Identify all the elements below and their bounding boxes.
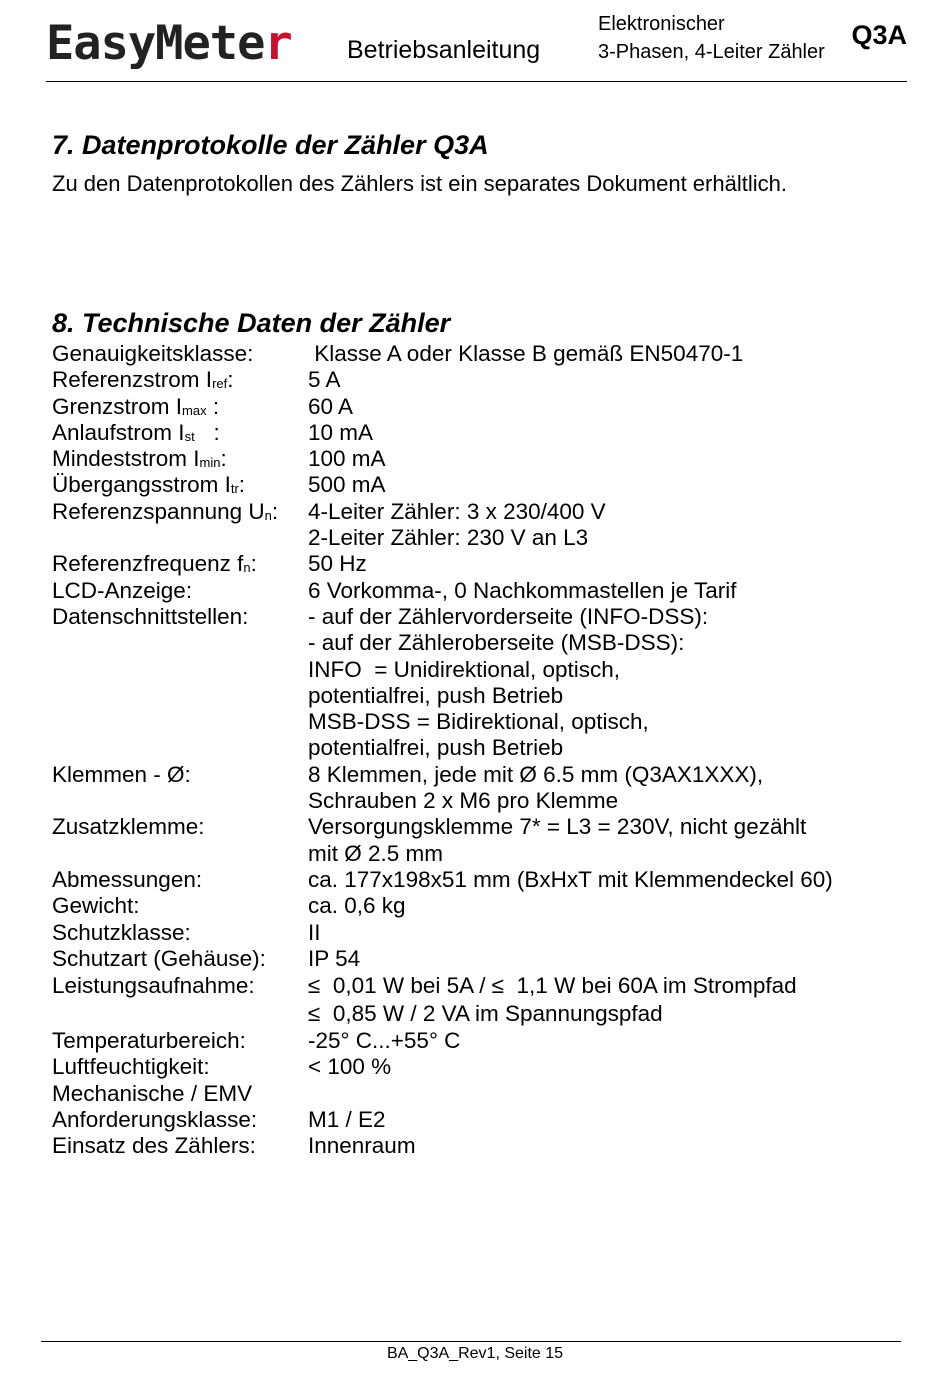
spec-value: potentialfrei, push Betrieb [308, 682, 564, 708]
spec-label [52, 578, 308, 604]
product-description [598, 10, 825, 66]
spec-row [52, 446, 833, 472]
spec-label [52, 762, 308, 788]
spec-values [308, 893, 406, 919]
spec-label-subscript: max [182, 402, 207, 418]
spec-value: potentialfrei, push Betrieb [308, 735, 564, 761]
spec-value: 50 Hz [308, 551, 367, 577]
spec-values [308, 814, 806, 867]
spec-row [52, 814, 833, 867]
spec-row [52, 420, 833, 446]
spec-label-text: Mindeststrom I [52, 446, 200, 472]
spec-values [308, 578, 737, 604]
spec-label-text: Referenzstrom I [52, 367, 213, 393]
spec-value: 4-Leiter Zähler: 3 x 230/400 V [308, 498, 606, 524]
spec-value: 100 mA [308, 446, 386, 472]
spec-values [308, 367, 341, 393]
spec-row [52, 1133, 833, 1159]
spec-value: Klasse A oder Klasse B gemäß EN50470-1 [308, 341, 744, 366]
spec-label [52, 604, 308, 630]
spec-values [308, 446, 386, 472]
spec-label [52, 1028, 308, 1054]
spec-value: Innenraum [308, 1133, 416, 1159]
spec-label [52, 972, 308, 1000]
spec-row [52, 367, 833, 393]
product-description-line-1: Elektronischer [598, 13, 725, 35]
spec-values [308, 472, 386, 498]
spec-label-text: LCD-Anzeige: [52, 577, 193, 603]
spec-label [52, 394, 308, 420]
spec-value: 500 mA [308, 472, 386, 498]
spec-label-text: Gewicht: [52, 893, 140, 919]
spec-value: Versorgungsklemme 7* = L3 = 230V, nicht gezählt [308, 814, 807, 840]
spec-value: MSB-DSS = Bidirektional, optisch, [308, 709, 649, 735]
section-7-text: Zu den Datenprotokollen des Zählers ist ein separates Dokument erhältlich. [52, 171, 787, 196]
spec-value: 8 Klemmen, jede mit Ø 6.5 mm (Q3AX1XXX), [308, 761, 764, 787]
footer-divider [41, 1341, 901, 1342]
section-7-heading: 7. Datenprotokolle der Zähler Q3A [52, 130, 489, 160]
easymeter-logo [46, 16, 292, 71]
technical-specs-table [52, 341, 833, 1160]
document-type: Betriebsanleitung [347, 36, 541, 64]
spec-row [52, 762, 833, 815]
spec-label [52, 1133, 308, 1159]
spec-row [52, 1028, 833, 1054]
spec-label [52, 893, 308, 919]
spec-label-suffix: : [238, 472, 246, 498]
spec-row [52, 867, 833, 893]
spec-values [308, 499, 606, 552]
model-code: Q3A [851, 20, 907, 50]
spec-label-subscript: st [184, 428, 195, 444]
logo-text: EasyMete [46, 16, 265, 71]
logo-accent-letter: r [264, 16, 292, 71]
spec-label-text: Genauigkeitsklasse: [52, 341, 254, 366]
spec-label [52, 341, 308, 367]
spec-values [308, 972, 797, 1028]
spec-values [308, 762, 763, 815]
spec-label-text: Temperaturbereich: [52, 1028, 246, 1054]
spec-label-suffix: : [250, 551, 257, 577]
spec-value: IP 54 [308, 945, 361, 971]
spec-label-subscript: min [199, 455, 221, 471]
spec-label [52, 946, 308, 972]
spec-values [308, 920, 321, 946]
spec-value: mit Ø 2.5 mm [308, 840, 444, 866]
spec-label-text: Luftfeuchtigkeit: [52, 1054, 210, 1080]
spec-row [52, 551, 833, 577]
spec-values [308, 551, 367, 577]
spec-values [308, 420, 373, 446]
spec-value: Schrauben 2 x M6 pro Klemme [308, 788, 619, 814]
spec-value: M1 / E2 [308, 1107, 386, 1133]
spec-value: 2-Leiter Zähler: 230 V an L3 [308, 525, 589, 551]
spec-row [52, 1081, 833, 1107]
spec-values [308, 946, 360, 972]
spec-value: - auf der Zähleroberseite (MSB-DSS): [308, 630, 685, 656]
spec-label-text: Grenzstrom I [52, 393, 183, 419]
spec-label [52, 499, 308, 525]
spec-label-text: Anforderungsklasse: [52, 1107, 258, 1133]
header-divider [46, 81, 907, 82]
spec-value: ca. 0,6 kg [308, 893, 406, 919]
spec-label [52, 1054, 308, 1080]
product-description-line-2: 3-Phasen, 4-Leiter Zähler [598, 41, 825, 63]
spec-label [52, 1081, 308, 1107]
spec-label [52, 920, 308, 946]
spec-label [52, 1107, 308, 1133]
spec-label-text: Mechanische / EMV [52, 1080, 253, 1106]
spec-row [52, 1107, 833, 1133]
spec-values [308, 1107, 386, 1133]
spec-label [52, 367, 308, 393]
section-8-heading: 8. Technische Daten der Zähler [52, 308, 451, 338]
spec-label-text: Einsatz des Zählers: [52, 1133, 256, 1159]
spec-row [52, 1054, 833, 1080]
spec-value: 60 A [308, 393, 354, 419]
spec-label [52, 551, 308, 577]
spec-row [52, 604, 833, 762]
spec-label-text: Schutzart (Gehäuse): [52, 945, 266, 971]
spec-value: 5 A [308, 367, 341, 393]
spec-label-subscript: ref [212, 376, 228, 392]
spec-values [308, 341, 743, 367]
spec-label-text: Referenzspannung U [52, 498, 265, 524]
spec-value: - auf der Zählervorderseite (INFO-DSS): [308, 603, 709, 629]
page-footer: BA_Q3A_Rev1, Seite 15 [386, 1345, 564, 1362]
spec-values [308, 1028, 460, 1054]
spec-label-subscript: n [264, 507, 272, 523]
spec-label-subscript: n [243, 560, 251, 576]
spec-value: II [308, 919, 321, 945]
spec-row [52, 578, 833, 604]
spec-label-text: Klemmen - Ø: [52, 761, 191, 787]
spec-label-suffix: : [206, 393, 220, 419]
spec-value: 6 Vorkomma-, 0 Nachkommastellen je Tarif [308, 577, 737, 603]
spec-label-text: Referenzfrequenz f [52, 551, 244, 577]
spec-value: -25° C...+55° C [308, 1028, 461, 1054]
spec-label-suffix: : [220, 446, 227, 472]
spec-row [52, 472, 833, 498]
spec-value: < 100 % [308, 1054, 392, 1080]
spec-values [308, 867, 833, 893]
spec-value: ≤ 0,85 W / 2 VA im Spannungspfad [308, 1001, 663, 1027]
spec-row [52, 920, 833, 946]
spec-label-text: Übergangsstrom I [52, 472, 231, 498]
spec-label-text: Datenschnittstellen: [52, 603, 249, 629]
spec-values [308, 1133, 416, 1159]
spec-label-suffix: : [227, 367, 234, 393]
spec-row [52, 946, 833, 972]
spec-label-text: Abmessungen: [52, 866, 203, 892]
spec-label-text: Schutzklasse: [52, 919, 191, 945]
spec-values [308, 1054, 391, 1080]
spec-label [52, 472, 308, 498]
spec-value: INFO = Unidirektional, optisch, [308, 656, 621, 682]
spec-label-suffix: : [194, 419, 220, 445]
spec-row [52, 394, 833, 420]
spec-label-suffix: : [271, 498, 279, 524]
spec-row [52, 499, 833, 552]
spec-row [52, 972, 833, 1028]
spec-row [52, 341, 833, 367]
spec-value: ca. 177x198x51 mm (BxHxT mit Klemmendeckel 60) [308, 866, 833, 892]
spec-values [308, 604, 708, 762]
spec-label [52, 867, 308, 893]
spec-label [52, 814, 308, 840]
spec-label-text: Anlaufstrom I [52, 419, 185, 445]
spec-label-subscript: tr [230, 481, 239, 497]
spec-label-text: Leistungsaufnahme: [52, 973, 255, 999]
spec-label-text: Zusatzklemme: [52, 814, 205, 840]
spec-values [308, 394, 353, 420]
spec-label [52, 420, 308, 446]
spec-value: 10 mA [308, 419, 374, 445]
spec-label [52, 446, 308, 472]
spec-value: ≤ 0,01 W bei 5A / ≤ 1,1 W bei 60A im Strompfad [308, 973, 797, 999]
spec-row [52, 893, 833, 919]
